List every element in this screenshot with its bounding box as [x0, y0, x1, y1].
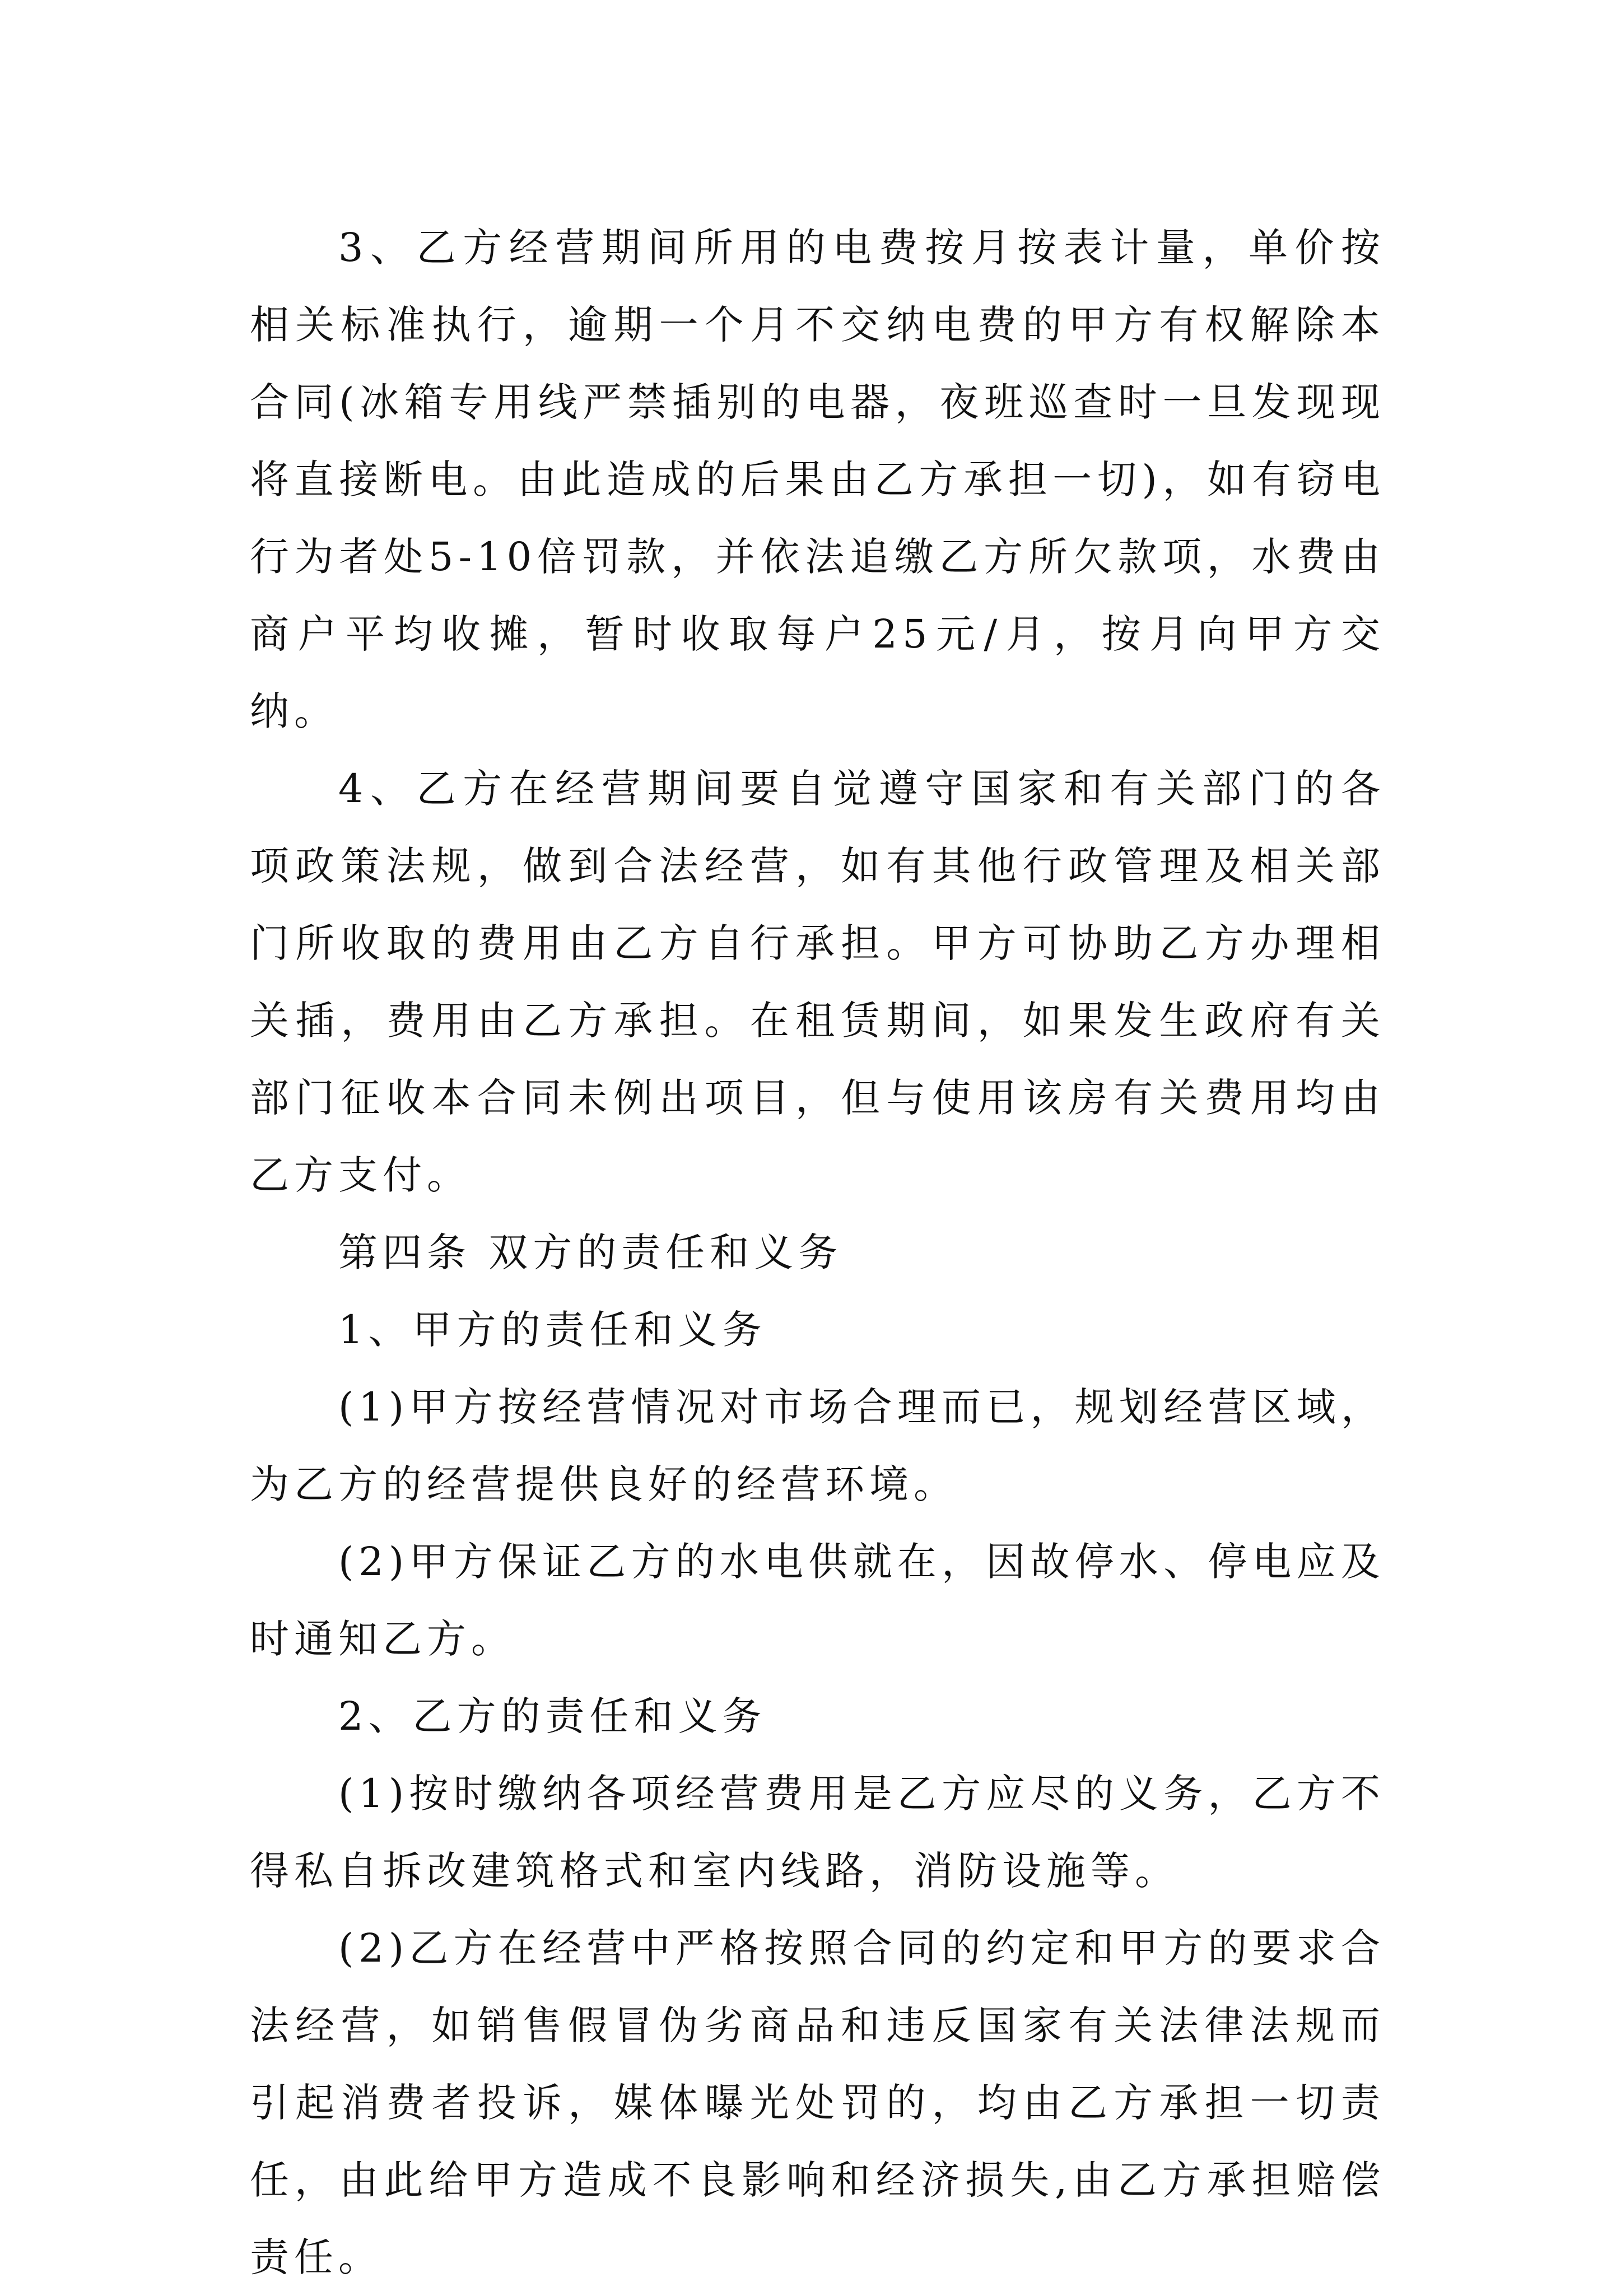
section-heading-article-4: 第四条 双方的责任和义务	[338, 1229, 843, 1275]
document-body	[250, 209, 1385, 2296]
paragraph-compliance: 4、乙方在经营期间要自觉遵守国家和有关部门的各项政策法规，做到合法经营，如有其他行政管理及相关部门所收取的费用由乙方自行承担。甲方可协助乙方办理相关插，费用由乙方承担。在租赁期间，如果发生政府有关部门征收本合同未例出项目，但与使用该房有关费用均由乙方支付。	[250, 766, 1385, 1198]
paragraph-party-a-duty-2: (2)甲方保证乙方的水电供就在，因故停水、停电应及时通知乙方。	[250, 1539, 1385, 1662]
paragraph-electricity-fees: 3、乙方经营期间所用的电费按月按表计量，单价按相关标准执行，逾期一个月不交纳电费的甲方有权解除本合同(冰箱专用线严禁插别的电器，夜班巡查时一旦发现现将直接断电。由此造成的后果由乙方承担一切)，如有窃电行为者处5-10倍罚款，并依法追缴乙方所欠款项，水费由商户平均收摊，暂时收取每户25元/月，按月向甲方交纳。	[250, 225, 1385, 734]
paragraph-party-b-duty-2: (2)乙方在经营中严格按照合同的约定和甲方的要求合法经营，如销售假冒伪劣商品和违反国家有关法律法规而引起消费者投诉，媒体曝光处罚的，均由乙方承担一切责任，由此给甲方造成不良影响和经济损失,由乙方承担赔偿责任。	[250, 1925, 1385, 2280]
paragraph-party-b-duty-1: (1)按时缴纳各项经营费用是乙方应尽的义务，乙方不得私自拆改建筑格式和室内线路，消防设施等。	[250, 1771, 1385, 1894]
paragraph-party-a-duty-1: (1)甲方按经营情况对市场合理而已，规划经营区域，为乙方的经营提供良好的经营环境。	[250, 1384, 1385, 1507]
subheading-party-a-duties: 1、甲方的责任和义务	[338, 1307, 767, 1353]
subheading-party-b-duties: 2、乙方的责任和义务	[338, 1693, 767, 1739]
